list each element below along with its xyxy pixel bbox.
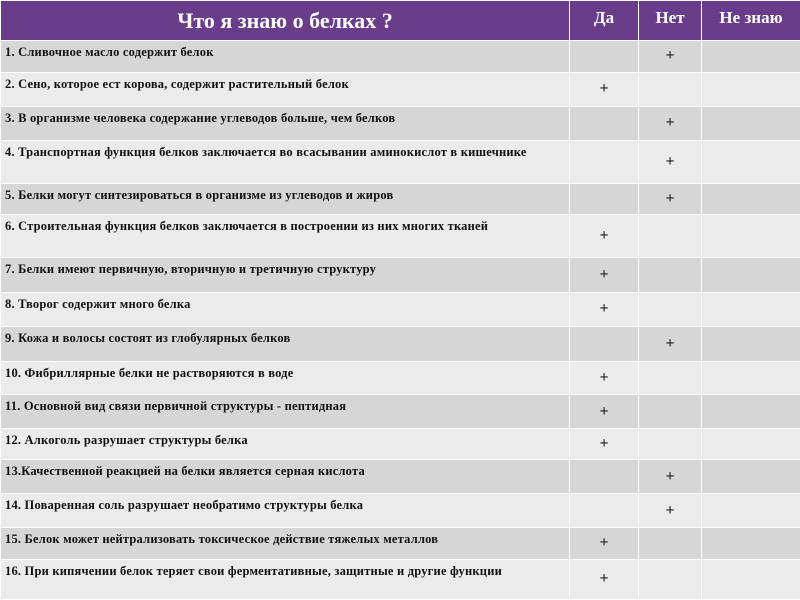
- answer-unknown-cell: [702, 214, 800, 257]
- table-row: [1, 41, 800, 73]
- table-row: [1, 395, 800, 429]
- answer-yes-cell: +: [570, 72, 639, 106]
- table-row: [1, 528, 800, 560]
- question-text: 1. Сливочное масло содержит белок: [1, 41, 570, 73]
- answer-no-cell: +: [639, 140, 702, 183]
- answer-unknown-cell: [702, 72, 800, 106]
- table-row: [1, 361, 800, 395]
- answer-yes-cell: +: [570, 395, 639, 429]
- answer-yes-cell: +: [570, 214, 639, 257]
- question-text: 9. Кожа и волосы состоят из глобулярных белков: [1, 326, 570, 361]
- column-header-unknown: Не знаю: [702, 1, 800, 41]
- table-row: [1, 214, 800, 257]
- answer-unknown-cell: [702, 494, 800, 528]
- table-row: [1, 460, 800, 494]
- answer-no-cell: [639, 528, 702, 560]
- answer-yes-cell: +: [570, 361, 639, 395]
- question-text: 2. Сено, которое ест корова, содержит растительный белок: [1, 72, 570, 106]
- column-header-yes: Да: [570, 1, 639, 41]
- answer-yes-cell: [570, 183, 639, 214]
- table-row: [1, 72, 800, 106]
- answer-no-cell: [639, 559, 702, 599]
- answer-unknown-cell: [702, 528, 800, 560]
- table-row: [1, 292, 800, 326]
- answer-no-cell: +: [639, 41, 702, 73]
- question-text: 6. Строительная функция белков заключается в построении из них многих тканей: [1, 214, 570, 257]
- answer-yes-cell: [570, 140, 639, 183]
- answer-unknown-cell: [702, 106, 800, 140]
- question-text: 7. Белки имеют первичную, вторичную и третичную структуру: [1, 257, 570, 292]
- table-row: [1, 494, 800, 528]
- answer-no-cell: [639, 395, 702, 429]
- question-text: 3. В организме человека содержание углеводов больше, чем белков: [1, 106, 570, 140]
- question-text: 12. Алкоголь разрушает структуры белка: [1, 429, 570, 460]
- answer-yes-cell: +: [570, 429, 639, 460]
- question-text: 8. Творог содержит много белка: [1, 292, 570, 326]
- answer-no-cell: [639, 214, 702, 257]
- answer-unknown-cell: [702, 559, 800, 599]
- question-text: 16. При кипячении белок теряет свои ферментативные, защитные и другие функции: [1, 559, 570, 599]
- answer-no-cell: +: [639, 106, 702, 140]
- column-header-no: Нет: [639, 1, 702, 41]
- answer-no-cell: [639, 361, 702, 395]
- answer-yes-cell: +: [570, 528, 639, 560]
- table-body: [1, 41, 800, 600]
- table-title: Что я знаю о белках ?: [1, 1, 570, 41]
- answer-no-cell: [639, 72, 702, 106]
- table-row: [1, 106, 800, 140]
- table-row: [1, 429, 800, 460]
- answer-unknown-cell: [702, 326, 800, 361]
- answer-unknown-cell: [702, 292, 800, 326]
- table-row: [1, 183, 800, 214]
- question-text: 14. Поваренная соль разрушает необратимо структуры белка: [1, 494, 570, 528]
- answer-unknown-cell: [702, 257, 800, 292]
- answer-unknown-cell: [702, 183, 800, 214]
- answer-unknown-cell: [702, 395, 800, 429]
- question-text: 5. Белки могут синтезироваться в организме из углеводов и жиров: [1, 183, 570, 214]
- table-row: [1, 326, 800, 361]
- table-row: [1, 140, 800, 183]
- answer-no-cell: +: [639, 494, 702, 528]
- question-text: 13.Качественной реакцией на белки является серная кислота: [1, 460, 570, 494]
- question-text: 15. Белок может нейтрализовать токсическое действие тяжелых металлов: [1, 528, 570, 560]
- answer-yes-cell: [570, 106, 639, 140]
- answer-yes-cell: [570, 326, 639, 361]
- question-text: 11. Основной вид связи первичной структуры - пептидная: [1, 395, 570, 429]
- answer-unknown-cell: [702, 361, 800, 395]
- answer-no-cell: +: [639, 183, 702, 214]
- table-header-row: [1, 1, 800, 41]
- answer-unknown-cell: [702, 140, 800, 183]
- answer-no-cell: +: [639, 460, 702, 494]
- answer-yes-cell: [570, 494, 639, 528]
- question-text: 4. Транспортная функция белков заключается во всасывании аминокислот в кишечнике: [1, 140, 570, 183]
- answer-yes-cell: [570, 460, 639, 494]
- answer-yes-cell: +: [570, 559, 639, 599]
- answer-unknown-cell: [702, 429, 800, 460]
- answer-yes-cell: +: [570, 257, 639, 292]
- table-row: [1, 559, 800, 599]
- answer-yes-cell: +: [570, 292, 639, 326]
- answer-no-cell: [639, 257, 702, 292]
- question-text: 10. Фибриллярные белки не растворяются в воде: [1, 361, 570, 395]
- table-row: [1, 257, 800, 292]
- answer-unknown-cell: [702, 41, 800, 73]
- answer-no-cell: [639, 292, 702, 326]
- answer-yes-cell: [570, 41, 639, 73]
- answer-unknown-cell: [702, 460, 800, 494]
- answer-no-cell: +: [639, 326, 702, 361]
- answer-no-cell: [639, 429, 702, 460]
